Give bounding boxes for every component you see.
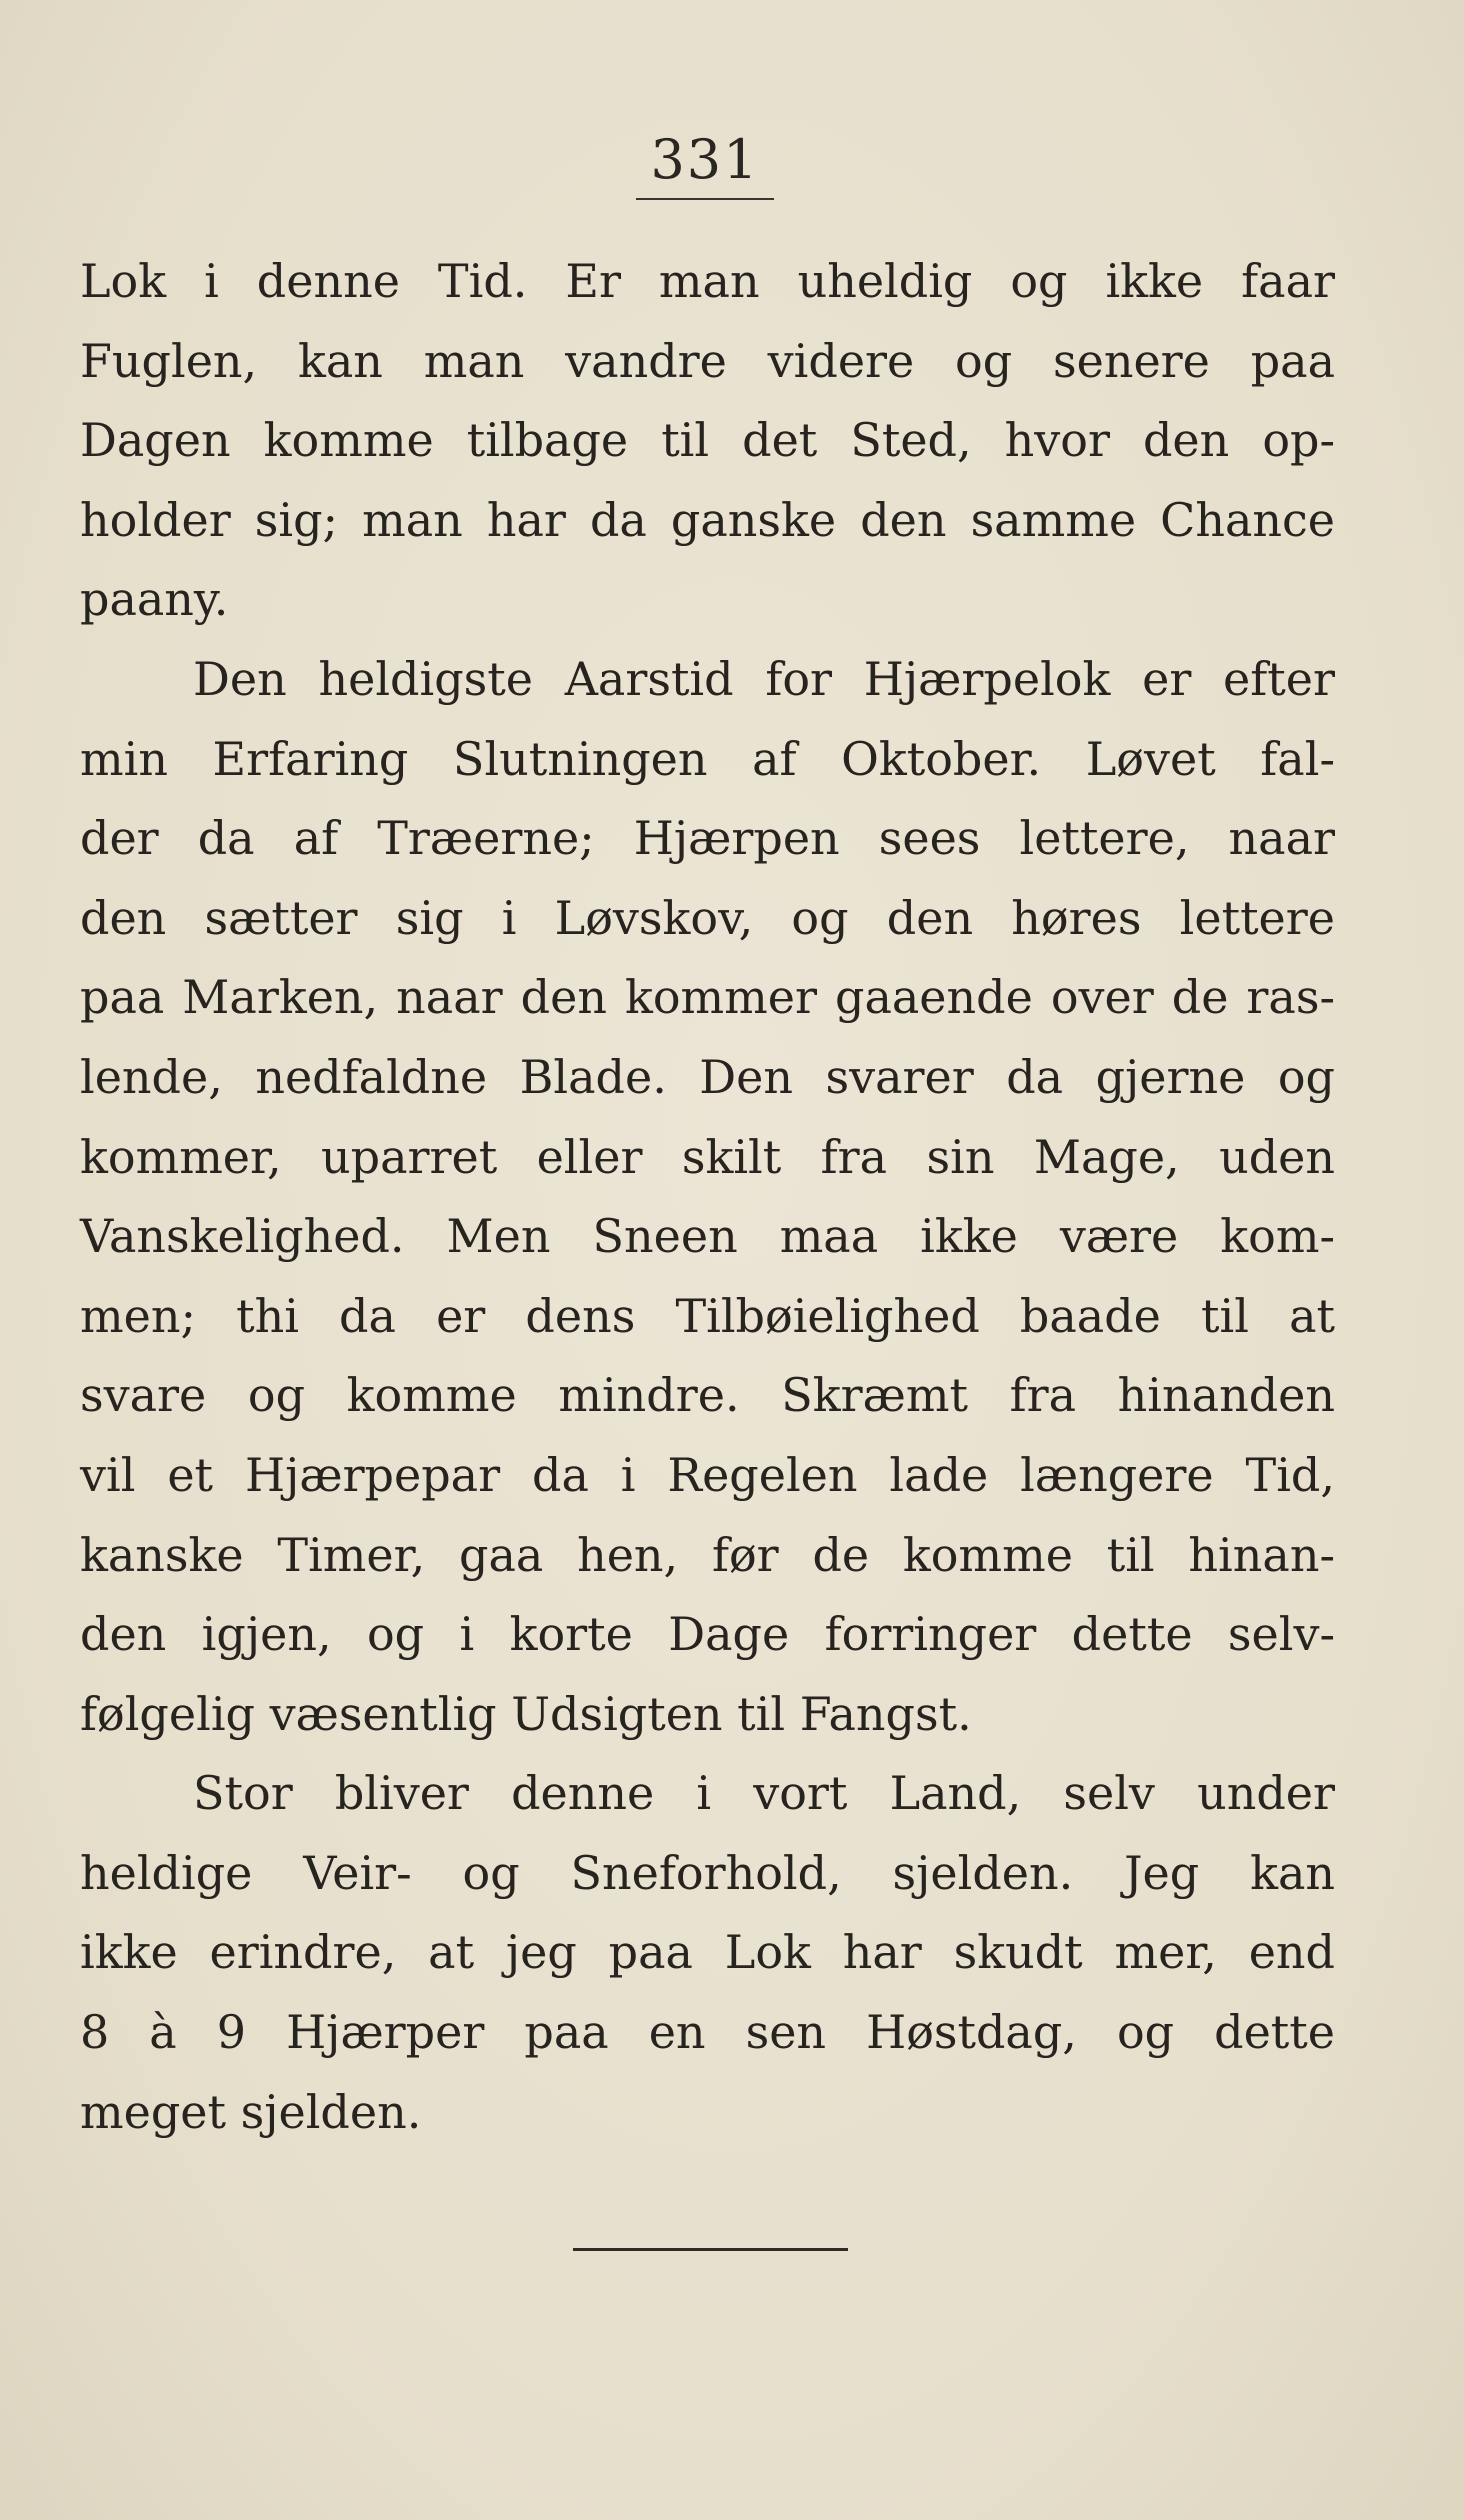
body-text <box>80 242 1335 2152</box>
text-line: der da af Træerne; Hjærpen sees lettere, naar <box>80 811 1335 866</box>
text-line: heldige Veir- og Sneforhold, sjelden. Jeg kan <box>80 1845 1335 1900</box>
text-line: holder sig; man har da ganske den samme Chance <box>80 492 1335 547</box>
text-line: Den heldigste Aarstid for Hjærpelok er efter <box>193 651 1335 706</box>
text-line: paany. <box>80 572 229 627</box>
text-line: den igjen, og i korte Dage forringer dette selv- <box>80 1607 1335 1662</box>
text-line: Lok i denne Tid. Er man uheldig og ikke faar <box>80 254 1335 308</box>
text-line: Vanskelighed. Men Sneen maa ikke være kom- <box>80 1209 1335 1264</box>
text-line: kanske Timer, gaa hen, før de komme til hinan- <box>80 1527 1335 1582</box>
text-line: 8 à 9 Hjærper paa en sen Høstdag, og dette <box>80 2005 1335 2060</box>
text-line: paa Marken, naar den kommer gaaende over de ras- <box>80 970 1335 1025</box>
text-line: følgelig væsentlig Udsigten til Fangst. <box>80 1686 972 1741</box>
section-end-rule <box>573 2248 848 2251</box>
text-line: Dagen komme tilbage til det Sted, hvor den op- <box>80 413 1335 468</box>
page-number: 331 <box>650 128 760 191</box>
text-line: min Erfaring Slutningen af Oktober. Løvet fal- <box>80 731 1335 786</box>
text-line: den sætter sig i Løvskov, og den høres lettere <box>80 890 1335 945</box>
text-line: men; thi da er dens Tilbøielighed baade til at <box>80 1288 1335 1343</box>
text-line: vil et Hjærpepar da i Regelen lade længere Tid, <box>80 1447 1335 1502</box>
text-line: Fuglen, kan man vandre videre og senere paa <box>80 333 1335 388</box>
text-line: kommer, uparret eller skilt fra sin Mage, uden <box>80 1129 1335 1184</box>
text-line: Stor bliver denne i vort Land, selv under <box>193 1766 1335 1821</box>
text-line: ikke erindre, at jeg paa Lok har skudt mer, end <box>80 1925 1335 1980</box>
page-number-underline <box>636 198 774 200</box>
text-line: lende, nedfaldne Blade. Den svarer da gjerne og <box>80 1049 1335 1104</box>
text-line: meget sjelden. <box>80 2084 422 2139</box>
text-line: svare og komme mindre. Skræmt fra hinanden <box>80 1368 1335 1423</box>
